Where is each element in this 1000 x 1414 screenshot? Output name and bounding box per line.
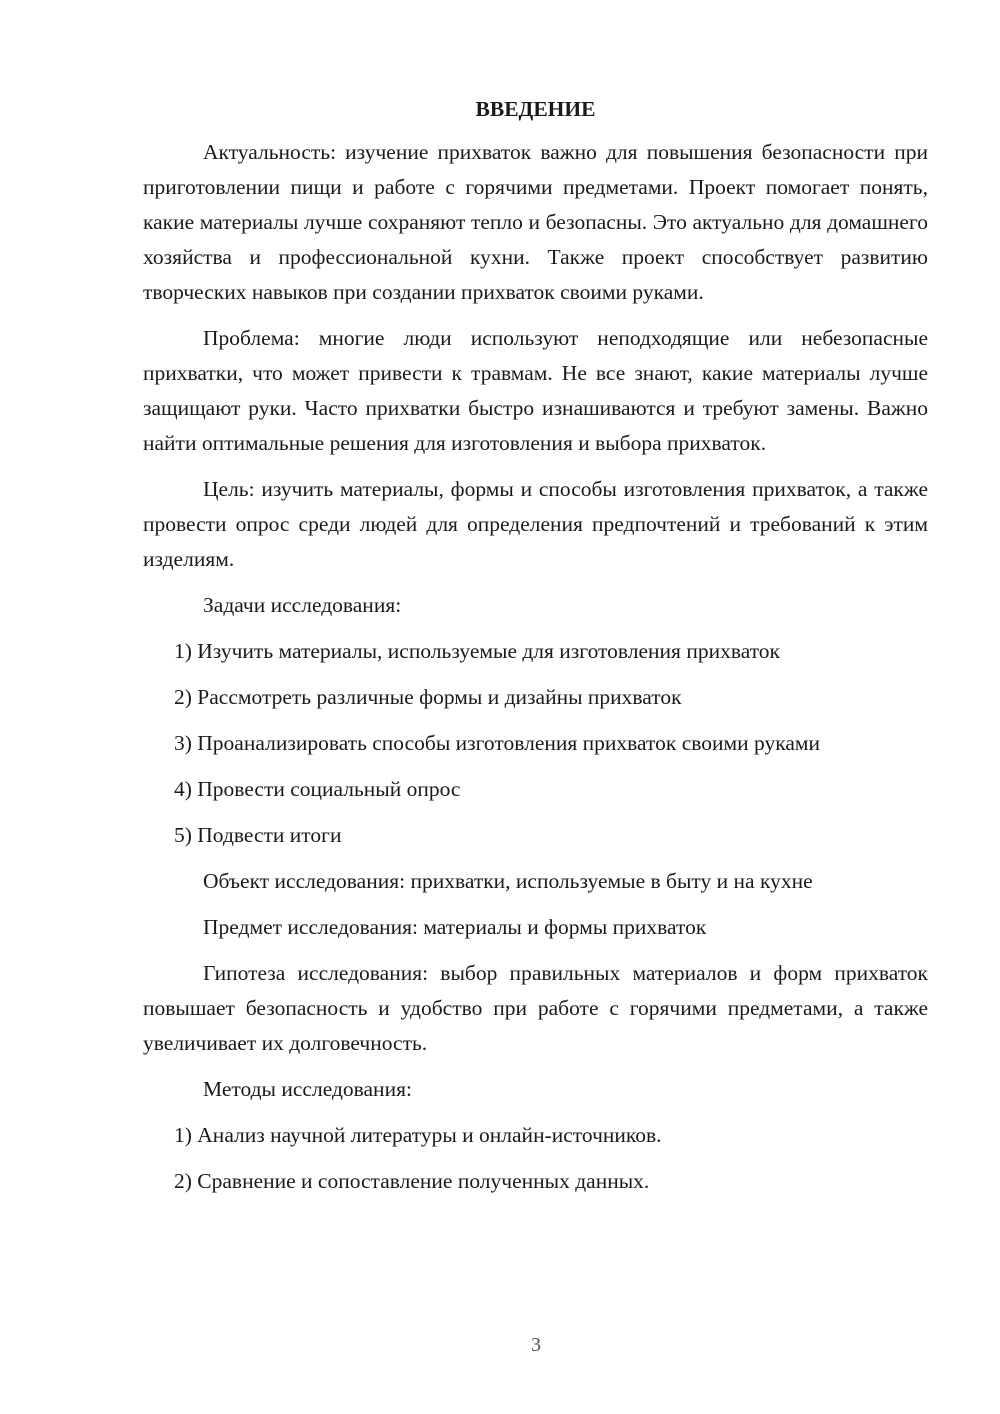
list-item: 2) Сравнение и сопоставление полученных данных.: [174, 1169, 650, 1193]
methods-list: [143, 1118, 928, 1199]
problem-paragraph: Проблема: многие люди используют неподходящие или небезопасные прихватки, что может привести к травмам. Не все знают, какие материалы лучше защищают руки. Часто прихватки быстро изнашиваются и требуют замены. Важно найти оптимальные решения для изготовления и выбора прихваток.: [143, 326, 928, 455]
list-item: 5) Подвести итоги: [174, 823, 342, 847]
list-item: 1) Изучить материалы, используемые для изготовления прихваток: [174, 639, 780, 663]
hypothesis-paragraph: Гипотеза исследования: выбор правильных материалов и форм прихваток повышает безопасность и удобство при работе с горячими предметами, а также увеличивает их долговечность.: [143, 961, 928, 1055]
page-number: 3: [531, 1334, 541, 1356]
list-item: 1) Анализ научной литературы и онлайн-источников.: [174, 1123, 662, 1147]
document-page: [143, 92, 928, 1210]
section-title: ВВЕДЕНИЕ: [475, 97, 596, 121]
list-item: 3) Проанализировать способы изготовления прихваток своими руками: [174, 731, 820, 755]
list-item: 2) Рассмотреть различные формы и дизайны прихваток: [174, 685, 682, 709]
subject-paragraph: Предмет исследования: материалы и формы прихваток: [203, 915, 707, 939]
tasks-heading: Задачи исследования:: [203, 593, 402, 617]
list-item: 4) Провести социальный опрос: [174, 777, 461, 801]
object-paragraph: Объект исследования: прихватки, используемые в быту и на кухне: [203, 869, 813, 893]
goal-paragraph: Цель: изучить материалы, формы и способы изготовления прихваток, а также провести опрос среди людей для определения предпочтений и требований к этим изделиям.: [143, 477, 928, 571]
relevance-paragraph: Актуальность: изучение прихваток важно для повышения безопасности при приготовлении пищи и работе с горячими предметами. Проект помогает понять, какие материалы лучше сохраняют тепло и безопасны. Это актуально для домашнего хозяйства и профессиональной кухни. Также проект способствует развитию творческих навыков при создании прихваток своими руками.: [143, 140, 928, 304]
methods-heading: Методы исследования:: [203, 1077, 412, 1101]
tasks-list: [143, 634, 928, 853]
